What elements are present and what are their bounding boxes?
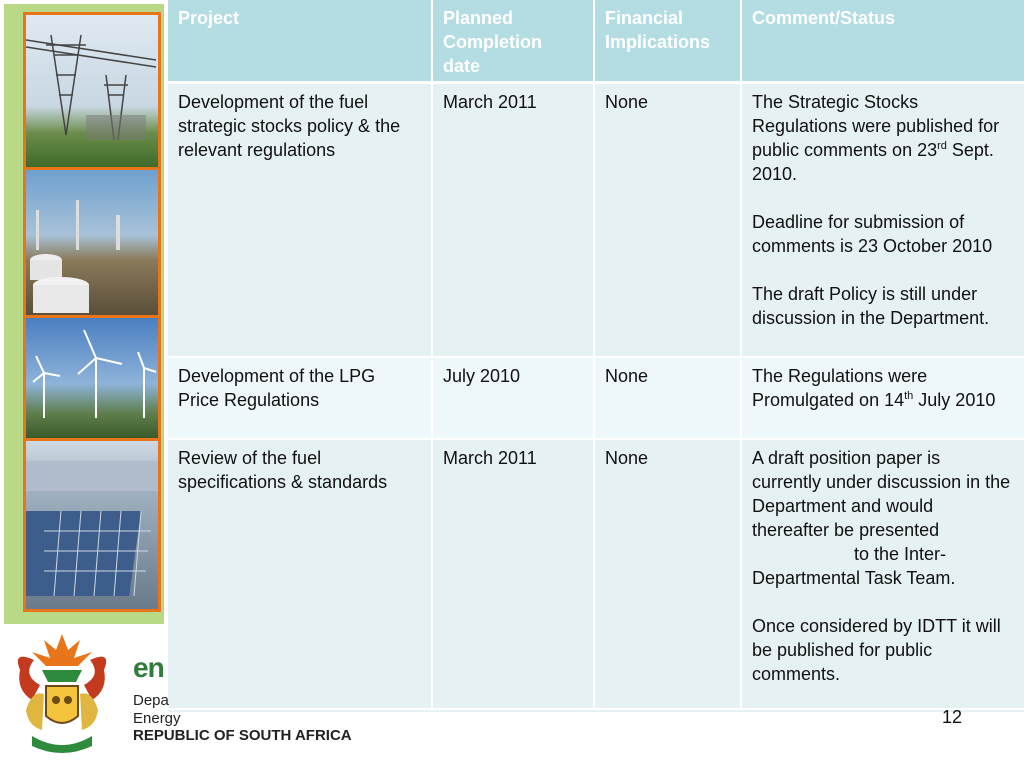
cell-financial: None [594,439,741,709]
cell-date: March 2011 [432,83,594,357]
cell-project: Review of the fuel specifications & standards [168,439,432,709]
comment-text: The Regulations were Promulgated on 14 [752,365,928,410]
comment-paragraph: Deadline for submission of comments is 23 October 2010 [752,212,993,256]
comment-paragraph [752,90,1014,186]
power-pylons-image [26,15,158,167]
energy-line: Energy [133,710,181,727]
wind-turbines-image [26,318,158,438]
table-row [168,439,1024,709]
header-financial-implications: Financial Implications [594,0,741,83]
republic-line: REPUBLIC OF SOUTH AFRICA [133,727,352,744]
table-row [168,357,1024,439]
ordinal-suffix: th [904,389,914,402]
energy-wordmark: en [133,652,164,683]
left-photo-strip [4,4,164,624]
cell-comment [741,439,1024,709]
comment-text: to the Inter- [854,543,947,564]
comment-paragraph: Once considered by IDTT it will be published for public comments. [752,615,1001,684]
cell-comment [741,357,1024,439]
table-header-row [168,0,1024,83]
cell-date: March 2011 [432,439,594,709]
header-project: Project [168,0,432,83]
cell-project: Development of the fuel strategic stocks policy & the relevant regulations [168,83,432,357]
table-row [168,83,1024,357]
comment-text: Sept. 2010. [752,140,994,184]
comment-text: July 2010 [913,389,996,410]
header-planned-completion-date: Planned Completion date [432,0,594,83]
header-comment-status: Comment/Status [741,0,1024,83]
refinery-image [26,170,158,315]
cell-project: Development of the LPG Price Regulations [168,357,432,439]
projects-table [168,0,1024,710]
solar-panel-image [26,441,158,609]
comment-text: The Strategic Stocks Regulations were published for public comments on 23 [752,92,1000,160]
comment-paragraph: A draft position paper is currently under discussion in the Department and would thereafter be presented [752,447,1011,540]
coat-of-arms-logo [12,630,112,758]
comment-paragraph: The draft Policy is still under discussion in the Department. [752,284,990,328]
page-number: 12 [942,707,963,727]
photo-frame [23,12,161,612]
cell-comment [741,83,1024,357]
department-line: Depa [133,692,169,709]
cell-date: July 2010 [432,357,594,439]
comment-text: Departmental Task Team. [752,567,956,588]
ordinal-suffix: rd [937,140,947,152]
comment-paragraph [752,364,1014,412]
cell-financial: None [594,357,741,439]
cell-financial: None [594,83,741,357]
projects-table-area [168,0,1024,712]
